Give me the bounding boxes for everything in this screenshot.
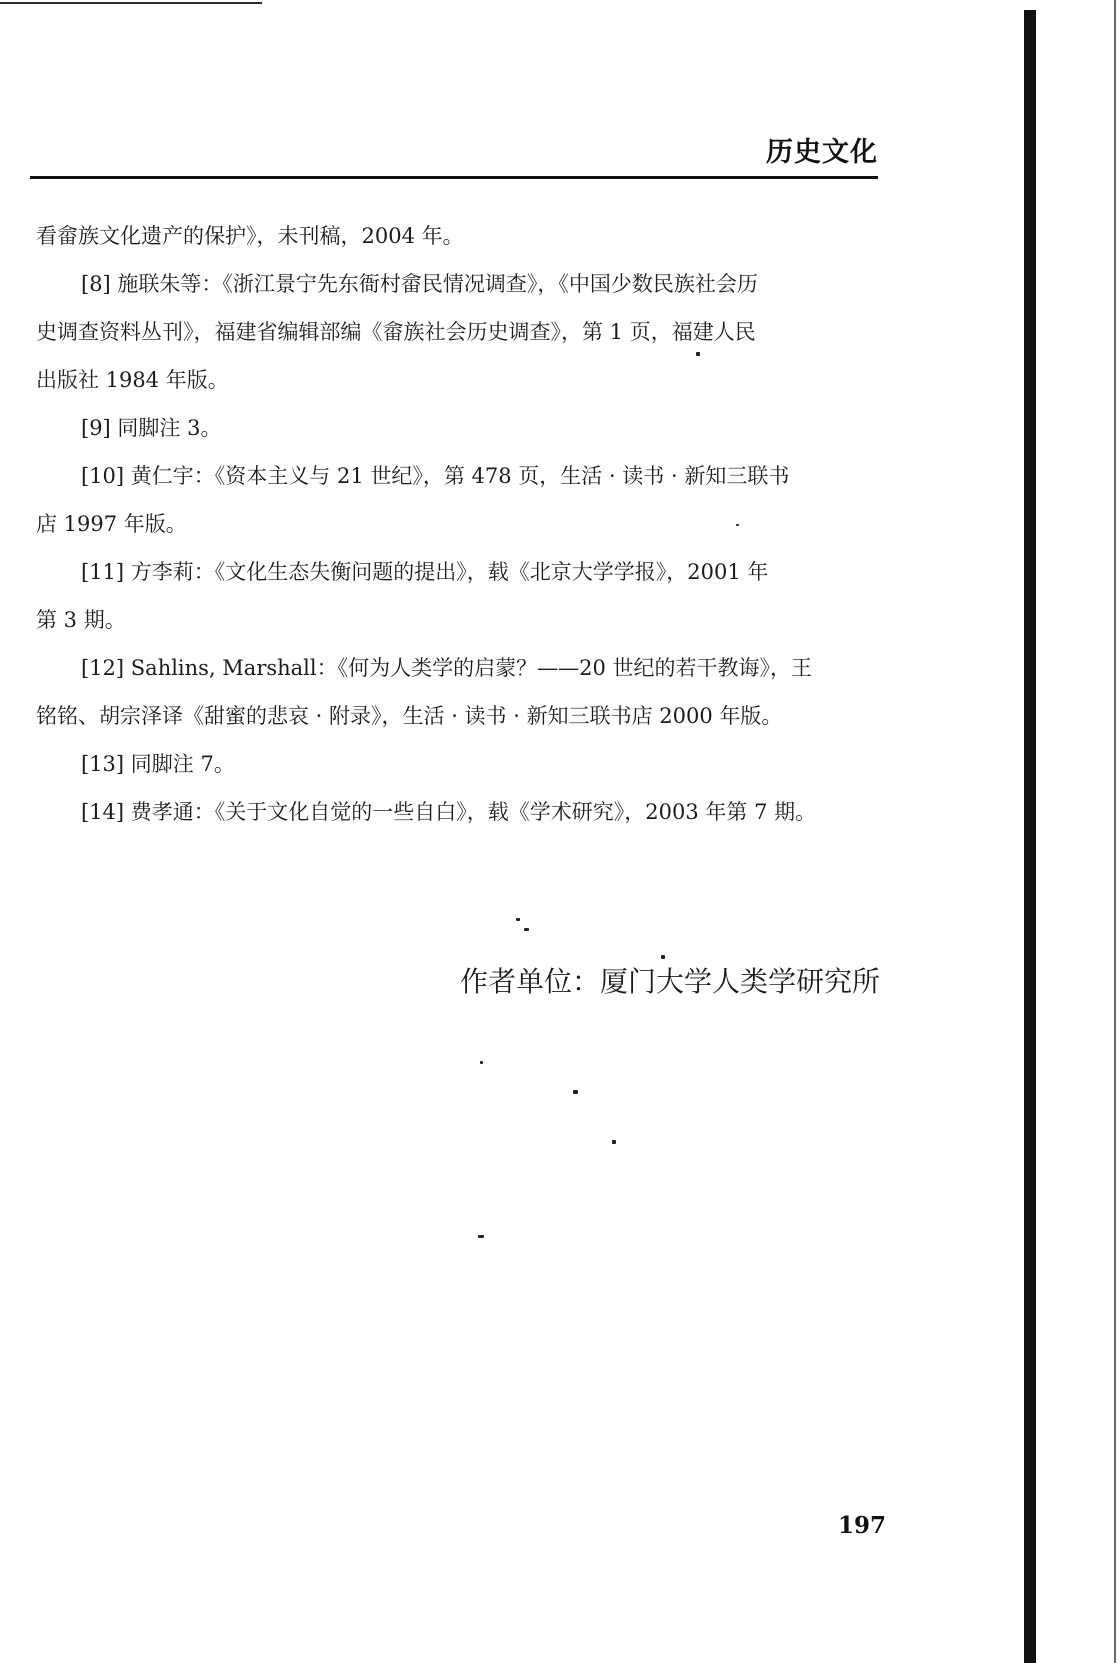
scan-speck: [661, 955, 665, 959]
scan-speck: [736, 524, 739, 526]
scan-page-edge: [1114, 0, 1116, 1663]
scan-speck: [516, 918, 520, 921]
header-rule: [30, 176, 878, 179]
footnote-line-continuation: 看畲族文化遗产的保护》，未刊稿，2004 年。: [36, 224, 464, 248]
footnote-10-line-2: 店 1997 年版。: [36, 512, 187, 536]
footnote-8-line-3: 出版社 1984 年版。: [36, 368, 229, 392]
scan-speck: [478, 1235, 484, 1238]
section-title: 历史文化: [766, 137, 878, 168]
scan-speck: [480, 1061, 483, 1064]
scan-speck: [612, 1140, 616, 1144]
footnote-10-line-1: [10] 黄仁宇：《资本主义与 21 世纪》，第 478 页，生活 · 读书 · 新知三联书: [81, 464, 790, 488]
scan-binding-shadow: [1024, 10, 1036, 1663]
scan-speck: [696, 352, 700, 356]
scan-speck: [524, 928, 529, 931]
footnote-8-line-2: 史调查资料丛刊》，福建省编辑部编《畲族社会历史调查》，第 1 页，福建人民: [36, 320, 756, 344]
page-number: 197: [837, 1512, 886, 1539]
footnote-8-line-1: [8] 施联朱等：《浙江景宁先东衙村畲民情况调查》，《中国少数民族社会历: [81, 272, 758, 296]
footnote-12-line-1: [12] Sahlins, Marshall：《何为人类学的启蒙？——20 世纪的若干教诲》，王: [81, 656, 813, 680]
footnote-13: [13] 同脚注 7。: [81, 752, 235, 776]
page-right-margin: [1022, 0, 1120, 1663]
footnote-9: [9] 同脚注 3。: [81, 416, 222, 440]
scan-speck: [573, 1090, 578, 1094]
footnote-12-line-2: 铭铭、胡宗泽译《甜蜜的悲哀 · 附录》，生活 · 读书 · 新知三联书店 2000 年版。: [36, 704, 783, 728]
footnotes: [36, 212, 878, 836]
scan-edge-line: [0, 2, 262, 4]
author-affiliation: 作者单位：厦门大学人类学研究所: [459, 965, 880, 998]
footnote-14: [14] 费孝通：《关于文化自觉的一些自白》，载《学术研究》，2003 年第 7 期。: [81, 800, 817, 824]
footnote-11-line-1: [11] 方李莉：《文化生态失衡问题的提出》，载《北京大学学报》，2001 年: [81, 560, 769, 584]
footnote-11-line-2: 第 3 期。: [36, 608, 126, 632]
